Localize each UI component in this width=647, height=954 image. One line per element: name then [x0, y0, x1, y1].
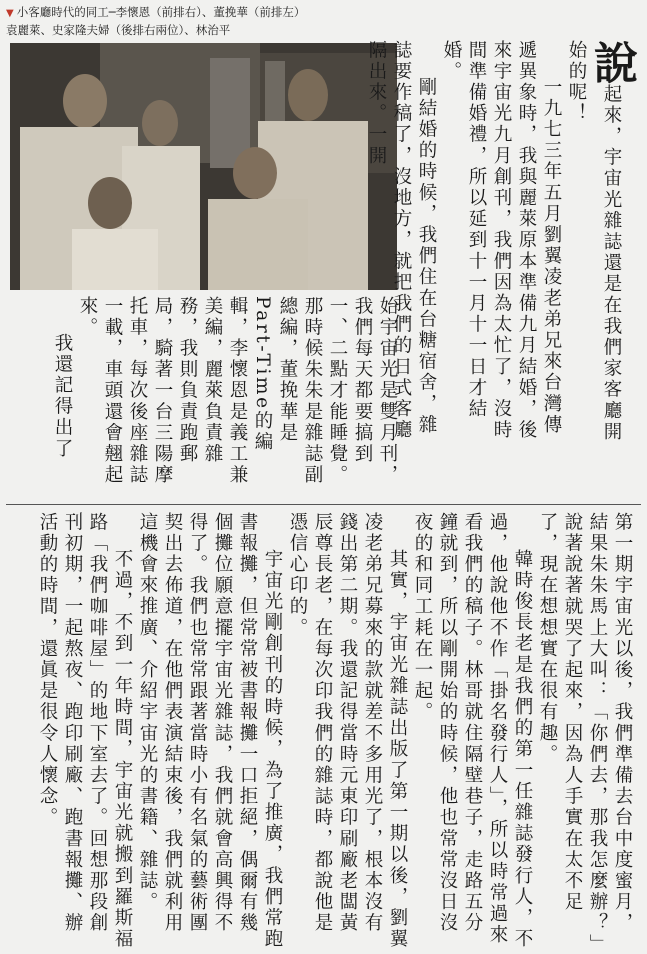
caption-line-1: ▼ 小客廳時代的同工─李懷恩（前排右）、董挽華（前排左） — [6, 5, 306, 19]
photo-illustration — [10, 43, 397, 290]
paragraph-8: 其實，宇宙光雜誌出版了第一期以後，劉翼凌老弟兄募來的款就差不多用光了，根本沒有錢出第二期。我還記得當時元東印刷廠老闆黃辰尊長老，在每次印我們的雜誌時，都說他是憑信心印的。 — [287, 512, 408, 950]
paragraph-4: 始宇宙光是雙月刊，我們每天都要搞到一、二點才能睡覺。那時候朱朱是雜誌副總編，董挽華是Part-Time的編輯，李懷恩是義工兼美編，麗萊負責雜務，我則負責跑郵局，騎著一台三陽摩托車，每次後座雜誌一載，車頭還會翹起來。 — [77, 296, 398, 486]
paragraph-9: 宇宙光剛創刊的時候，為了推廣，我們常跑書報攤，但常常被書報攤一口拒絕，偶爾有幾個攤位願意擺宇宙光雜誌，我們就會高興得不得了。我們也常常跟著當時小有名氣的藝術團契出去佈道，在他們表演結束後，我們就利用這機會來推廣、介紹宇宙光的書籍、雜誌。 — [137, 512, 283, 950]
paragraph-10: 不過，不到一年時間，宇宙光就搬到羅斯福路「我們咖啡屋」的地下室去了。回想那段創刊初期，一起熬夜、跑印刷廠、跑書報攤、辦活動的時間，還眞是很令人懷念。 — [37, 512, 133, 950]
article-column-bottom — [14, 512, 635, 950]
section-divider — [6, 504, 641, 505]
article-column-top-right — [366, 40, 637, 450]
paragraph-7: 韓時俊長老是我們的第一任雜誌發行人，不過，他說他不作「掛名發行人」，所以時常過來看我們的稿子。林哥就住隔壁巷子，走路五分鐘就到，所以剛開始的時候，他也常常沒日沒夜的和同工耗在一起。 — [412, 512, 533, 950]
article-column-top-left — [14, 296, 400, 490]
group-photo — [10, 43, 397, 290]
photo-caption — [6, 4, 406, 39]
caption-line-2: 袁麗萊、史家隆夫婦（後排右兩位）、林治平 — [6, 23, 231, 37]
paragraph-1: 說起來，宇宙光雜誌還是在我們家客廳開始的呢！ — [566, 40, 637, 443]
drop-cap: 說 — [586, 40, 637, 84]
paragraph-2: 一九七三年五月劉翼凌老弟兄來台灣傳遞異象時，我與麗萊原本準備九月結婚，後來宇宙光九月創刊，我們因為太忙了，沒時間準備婚禮，所以延到十一月十一日才結婚。 — [441, 40, 562, 441]
paragraph-5: 我還記得出了 — [52, 333, 73, 460]
triangle-icon: ▼ — [6, 8, 14, 19]
paragraph-6: 第一期宇宙光以後，我們準備去台中度蜜月，結果朱朱馬上大叫：「你們去，那我怎麼辦？」說著說著就哭了起來，因為人手實在太不足了，現在想想實在很有趣。 — [537, 512, 633, 946]
paragraph-3: 剛結婚的時候，我們住在台糖宿舍，雜誌要作稿了，沒地方，就把我們的日式客廳隔出來。一開 — [366, 40, 437, 441]
